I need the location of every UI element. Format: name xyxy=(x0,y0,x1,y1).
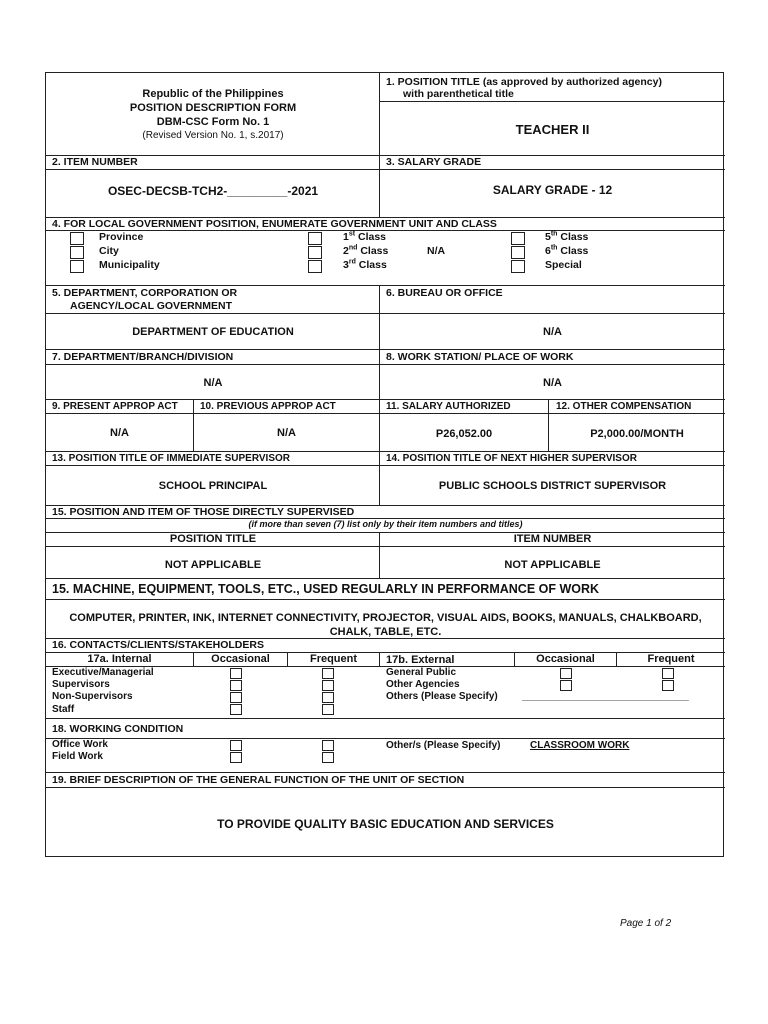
fifth-class-label: 5th Class xyxy=(545,230,589,243)
next-supervisor-value: PUBLIC SCHOOLS DISTRICT SUPERVISOR xyxy=(438,480,667,492)
third-class-checkbox[interactable] xyxy=(308,260,322,273)
bureau-label: 6. BUREAU OR OFFICE xyxy=(386,287,503,299)
province-label: Province xyxy=(99,231,144,243)
first-class-checkbox[interactable] xyxy=(308,232,322,245)
equipment-value-line2: CHALK, TABLE, ETC. xyxy=(329,626,442,638)
function-value: TO PROVIDE QUALITY BASIC EDUCATION AND SERVICES xyxy=(217,817,554,831)
previous-approp-label: 10. PREVIOUS APPROP ACT xyxy=(200,401,336,412)
other-compensation-value: P2,000.00/MONTH xyxy=(590,428,684,440)
supervised-item-value: NOT APPLICABLE xyxy=(504,559,601,571)
position-title-label-sub: with parenthetical title xyxy=(403,88,514,100)
supervised-position-header: POSITION TITLE xyxy=(169,533,257,545)
second-class-checkbox[interactable] xyxy=(308,246,322,259)
field-occasional-checkbox[interactable] xyxy=(230,752,242,763)
department-label: 5. DEPARTMENT, CORPORATION OR xyxy=(52,287,238,299)
equipment-value-line1: COMPUTER, PRINTER, INK, INTERNET CONNECTIVITY, PROJECTOR, VISUAL AIDS, BOOKS, MANUALS, CHALKBOARD, xyxy=(69,612,702,624)
internal-header: 17a. Internal xyxy=(87,653,152,665)
sixth-class-label: 6th Class xyxy=(545,244,589,257)
contact-other-agencies: Other Agencies xyxy=(386,679,460,690)
supervisors-occasional-checkbox[interactable] xyxy=(230,680,242,691)
position-title-value: TEACHER II xyxy=(515,122,590,137)
municipality-checkbox[interactable] xyxy=(70,260,84,273)
previous-approp-value: N/A xyxy=(277,427,296,439)
contact-others-blank[interactable]: ______________________________ xyxy=(522,691,689,702)
salary-authorized-label: 11. SALARY AUTHORIZED xyxy=(386,401,511,412)
supervised-item-header: ITEM NUMBER xyxy=(513,533,592,545)
present-approp-value: N/A xyxy=(110,427,129,439)
third-class-label: 3rd Class xyxy=(343,258,387,271)
header-revision: (Revised Version No. 1, s.2017) xyxy=(142,130,284,141)
executive-occasional-checkbox[interactable] xyxy=(230,668,242,679)
local-gov-label: 4. FOR LOCAL GOVERNMENT POSITION, ENUMERATE GOVERNMENT UNIT AND CLASS xyxy=(52,218,497,230)
staff-occasional-checkbox[interactable] xyxy=(230,704,242,715)
bureau-value: N/A xyxy=(543,326,562,338)
contact-general-public: General Public xyxy=(386,667,457,678)
equipment-label: 15. MACHINE, EQUIPMENT, TOOLS, ETC., USED REGULARLY IN PERFORMANCE OF WORK xyxy=(52,582,600,596)
other-condition-value: CLASSROOM WORK xyxy=(530,740,630,751)
internal-frequent-header: Frequent xyxy=(309,653,358,665)
function-label: 19. BRIEF DESCRIPTION OF THE GENERAL FUNCTION OF THE UNIT OF SECTION xyxy=(52,774,465,786)
contact-non-supervisors: Non-Supervisors xyxy=(52,691,133,702)
office-occasional-checkbox[interactable] xyxy=(230,740,242,751)
item-number-label: 2. ITEM NUMBER xyxy=(52,156,138,168)
item-number-value: OSEC-DECSB-TCH2-_________-2021 xyxy=(107,184,319,198)
contacts-label: 16. CONTACTS/CLIENTS/STAKEHOLDERS xyxy=(52,639,264,651)
immediate-supervisor-value: SCHOOL PRINCIPAL xyxy=(158,480,268,492)
page-number: Page 1 of 2 xyxy=(620,918,672,929)
immediate-supervisor-label: 13. POSITION TITLE OF IMMEDIATE SUPERVISOR xyxy=(52,453,290,464)
supervised-position-value: NOT APPLICABLE xyxy=(164,559,262,571)
equipment-value xyxy=(46,611,725,639)
contact-others: Others (Please Specify) xyxy=(386,691,498,702)
salary-grade-value: SALARY GRADE - 12 xyxy=(492,183,613,197)
other-agencies-frequent-checkbox[interactable] xyxy=(662,680,674,691)
non-supervisors-frequent-checkbox[interactable] xyxy=(322,692,334,703)
local-class-na: N/A xyxy=(427,245,446,257)
municipality-label: Municipality xyxy=(99,259,160,271)
header-republic: Republic of the Philippines xyxy=(142,88,284,100)
staff-frequent-checkbox[interactable] xyxy=(322,704,334,715)
department-value: DEPARTMENT OF EDUCATION xyxy=(132,326,294,338)
external-frequent-header: Frequent xyxy=(647,653,695,665)
working-condition-label: 18. WORKING CONDITION xyxy=(52,723,184,735)
general-public-occasional-checkbox[interactable] xyxy=(560,668,572,679)
next-supervisor-label: 14. POSITION TITLE OF NEXT HIGHER SUPERVISOR xyxy=(386,453,637,464)
external-occasional-header: Occasional xyxy=(536,653,595,665)
executive-frequent-checkbox[interactable] xyxy=(322,668,334,679)
field-frequent-checkbox[interactable] xyxy=(322,752,334,763)
internal-occasional-header: Occasional xyxy=(211,653,270,665)
work-station-value: N/A xyxy=(543,377,562,389)
city-checkbox[interactable] xyxy=(70,246,84,259)
contact-executive: Executive/Managerial xyxy=(52,667,154,678)
fifth-class-checkbox[interactable] xyxy=(511,232,525,245)
general-public-frequent-checkbox[interactable] xyxy=(662,668,674,679)
city-label: City xyxy=(99,245,119,257)
office-work-label: Office Work xyxy=(52,739,108,750)
non-supervisors-occasional-checkbox[interactable] xyxy=(230,692,242,703)
contact-supervisors: Supervisors xyxy=(52,679,110,690)
header-form-number: DBM-CSC Form No. 1 xyxy=(156,116,270,128)
supervisors-frequent-checkbox[interactable] xyxy=(322,680,334,691)
sixth-class-checkbox[interactable] xyxy=(511,246,525,259)
branch-label: 7. DEPARTMENT/BRANCH/DIVISION xyxy=(52,351,234,363)
office-frequent-checkbox[interactable] xyxy=(322,740,334,751)
first-class-label: 1st Class xyxy=(343,230,387,243)
work-station-label: 8. WORK STATION/ PLACE OF WORK xyxy=(386,351,574,363)
present-approp-label: 9. PRESENT APPROP ACT xyxy=(52,401,178,412)
other-compensation-label: 12. OTHER COMPENSATION xyxy=(556,401,692,412)
header-form-title: POSITION DESCRIPTION FORM xyxy=(129,102,297,114)
supervised-note: (if more than seven (7) list only by their item numbers and titles) xyxy=(248,519,523,529)
province-checkbox[interactable] xyxy=(70,232,84,245)
field-work-label: Field Work xyxy=(52,751,103,762)
position-title-label: 1. POSITION TITLE (as approved by authorized agency) xyxy=(386,76,662,88)
other-agencies-occasional-checkbox[interactable] xyxy=(560,680,572,691)
department-label-sub: AGENCY/LOCAL GOVERNMENT xyxy=(70,300,232,312)
external-header: 17b. External xyxy=(386,654,455,666)
special-label: Special xyxy=(545,259,582,271)
other-condition-label: Other/s (Please Specify) xyxy=(386,740,501,751)
branch-value: N/A xyxy=(203,377,223,389)
salary-authorized-value: P26,052.00 xyxy=(435,428,493,440)
special-checkbox[interactable] xyxy=(511,260,525,273)
form-header xyxy=(46,87,380,143)
position-description-form xyxy=(45,72,724,857)
contact-staff: Staff xyxy=(52,704,75,715)
supervised-label: 15. POSITION AND ITEM OF THOSE DIRECTLY SUPERVISED xyxy=(52,506,355,518)
salary-grade-label: 3. SALARY GRADE xyxy=(386,156,482,168)
second-class-label: 2nd Class xyxy=(343,244,389,257)
